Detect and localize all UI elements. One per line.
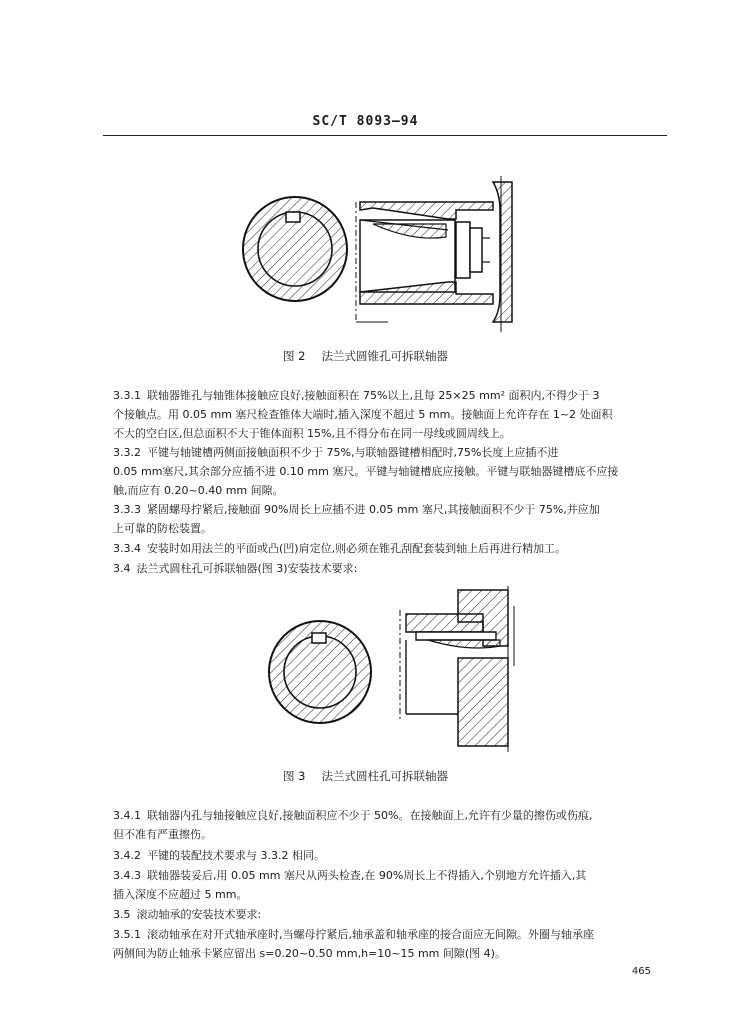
figure-3-cross-section <box>269 621 371 723</box>
clause-number: 3.5 <box>113 908 131 921</box>
paragraph-3-5 <box>113 905 669 924</box>
clause-number: 3.4.3 <box>113 869 141 882</box>
paragraph-line: 紧固螺母拧紧后,接触面 90%周长上应插不进 0.05 mm 塞尺,其接触面积不少于 75%,并应加 <box>147 503 600 516</box>
figure-2-side-section <box>356 176 512 332</box>
figure-2-caption <box>0 348 731 364</box>
paragraph-line: 0.05 mm塞尺,其余部分应插不进 0.10 mm 塞尺。平键与轴键槽底应接触。平键与联轴器键槽底不应接 <box>113 465 619 478</box>
figure-2-cross-section <box>243 197 347 301</box>
paragraph-line: 联轴器内孔与轴接触应良好,接触面积应不少于 50%。在接触面上,允许有少量的擦伤或伤痕, <box>147 809 593 822</box>
paragraph-3-4-1 <box>113 806 669 844</box>
paragraph-line: 联轴器装妥后,用 0.05 mm 塞尺从两头检查,在 90%周长上不得插入,个别地方允许插入,其 <box>147 869 587 882</box>
paragraph-line: 两侧间为防止轴承卡紧应留出 s=0.20~0.50 mm,h=10~15 mm 间隙(图 4)。 <box>113 947 506 960</box>
clause-number: 3.3.1 <box>113 389 141 402</box>
figure-3-side-section <box>400 586 514 752</box>
paragraph-line: 滚动轴承的安装技术要求: <box>136 908 262 921</box>
paragraph-3-3-3 <box>113 500 669 538</box>
clause-number: 3.3.2 <box>113 446 141 459</box>
clause-number: 3.4.1 <box>113 809 141 822</box>
paragraph-line: 个接触点。用 0.05 mm 塞尺检查锥体大端时,插入深度不超过 5 mm。接触面上允许存在 1~2 处面积 <box>113 408 613 421</box>
paragraph-line: 法兰式圆柱孔可拆联轴器(图 3)安装技术要求: <box>136 562 358 575</box>
header-rule <box>103 135 667 136</box>
paragraph-line: 但不准有严重擦伤。 <box>113 828 212 841</box>
clause-number: 3.5.1 <box>113 928 141 941</box>
paragraph-line: 滚动轴承在对开式轴承座时,当螺母拧紧后,轴承盖和轴承座的接合面应无间隙。外圈与轴承座 <box>147 928 594 941</box>
figure-3-drawing <box>268 586 530 754</box>
paragraph-3-4 <box>113 559 669 578</box>
paragraph-3-4-2 <box>113 846 669 865</box>
clause-number: 3.4 <box>113 562 131 575</box>
paragraph-line: 上可靠的防松装置。 <box>113 522 212 535</box>
paragraph-line: 平键的装配技术要求与 3.3.2 相同。 <box>147 849 325 862</box>
figure-2-number: 图 2 <box>283 349 306 363</box>
figure-2-drawing <box>238 172 528 337</box>
paragraph-3-4-3 <box>113 866 669 904</box>
page-number: 465 <box>631 966 651 977</box>
paragraph-line: 联轴器锥孔与轴锥体接触应良好,接触面积在 75%以上,且每 25×25 mm² 面积内,不得少于 3 <box>147 389 600 402</box>
figure-3-title: 法兰式圆柱孔可拆联轴器 <box>321 769 448 783</box>
paragraph-line: 平键与轴键槽两侧面接触面积不少于 75%,与联轴器键槽相配时,75%长度上应插不进 <box>147 446 559 459</box>
paragraph-3-3-1 <box>113 386 669 443</box>
clause-number: 3.3.4 <box>113 542 141 555</box>
figure-3-number: 图 3 <box>283 769 306 783</box>
paragraph-line: 插入深度不应超过 5 mm。 <box>113 888 248 901</box>
standard-code-header: SC/T 8093—94 <box>312 114 419 129</box>
paragraph-line: 不大的空白区,但总面积不大于锥体面积 15%,且不得分布在同一母线或圆周线上。 <box>113 427 511 440</box>
paragraph-3-3-2 <box>113 443 669 500</box>
clause-number: 3.4.2 <box>113 849 141 862</box>
figure-2-title: 法兰式圆锥孔可拆联轴器 <box>321 349 448 363</box>
paragraph-line: 安装时如用法兰的平面或凸(凹)肩定位,则必须在锥孔刮配套装到轴上后再进行精加工。 <box>147 542 567 555</box>
paragraph-line: 触,而应有 0.20~0.40 mm 间隙。 <box>113 484 284 497</box>
clause-number: 3.3.3 <box>113 503 141 516</box>
figure-3-caption <box>0 768 731 784</box>
paragraph-3-3-4 <box>113 539 669 558</box>
paragraph-3-5-1 <box>113 925 669 963</box>
